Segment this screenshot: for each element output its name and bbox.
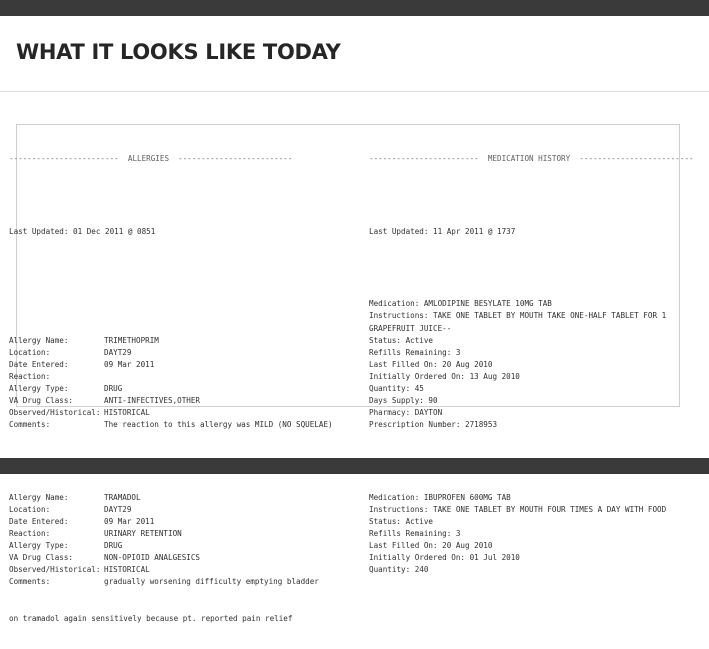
allergies-header: ------------------------ ALLERGIES ------------------------- [9, 154, 293, 164]
allergy-field-label: Reaction: [9, 529, 51, 539]
allergy-row [9, 395, 333, 407]
medication-last-updated: Last Updated: 11 Apr 2011 @ 1737 [369, 226, 516, 236]
allergy-field-value: DAYT29 [104, 347, 132, 357]
allergy-field-label: Comments: [9, 577, 51, 587]
medication-line: Refills Remaining: 3 [369, 347, 461, 357]
divider [0, 91, 709, 92]
allergy-row [9, 407, 333, 419]
top-bar [0, 0, 709, 16]
allergies-last-updated: Last Updated: 01 Dec 2011 @ 0851 [9, 226, 156, 236]
allergy-field-label: Reaction: [9, 371, 51, 381]
medication-line: Refills Remaining: 3 [369, 529, 461, 539]
allergy-field-label: Observed/Historical: [9, 565, 101, 575]
allergy-field-label: Allergy Type: [9, 383, 69, 393]
allergy-field-label: Allergy Type: [9, 541, 69, 551]
medication-line: Status: Active [369, 335, 434, 345]
allergy-entry [9, 335, 333, 432]
medication-line: Status: Active [369, 517, 434, 526]
allergy-field-value: ANTI-INFECTIVES,OTHER [104, 396, 201, 406]
allergy-row [9, 419, 333, 431]
allergy-field-label: Observed/Historical: [9, 408, 101, 418]
report-screenshot [9, 124, 694, 623]
allergy-field-label: Allergy Name: [9, 492, 69, 502]
allergy-field-value: DRUG [104, 541, 123, 551]
allergy-row [9, 540, 333, 552]
allergy-row [9, 576, 333, 588]
allergy-row [9, 564, 333, 576]
allergy-field-value: 09 Mar 2011 [104, 517, 155, 526]
allergy-field-label: Allergy Name: [9, 335, 69, 345]
medication-line: Medication: AMLODIPINE BESYLATE 10MG TAB [369, 299, 552, 309]
allergies-column [9, 125, 333, 649]
allergy-row [9, 528, 333, 540]
allergy-field-label: Location: [9, 504, 51, 514]
allergy-row [9, 359, 333, 371]
medication-line: Quantity: 45 [369, 383, 424, 393]
medication-line: Prescription Number: 2718953 [369, 420, 498, 430]
allergy-row [9, 504, 333, 516]
allergy-row [9, 552, 333, 564]
allergy-row [9, 371, 333, 383]
medication-line: Initially Ordered On: 13 Aug 2010 [369, 371, 520, 381]
allergy-field-value: TRIMETHOPRIM [104, 335, 159, 345]
allergy-row [9, 516, 333, 528]
allergy-row [9, 347, 333, 359]
allergy-field-label: Location: [9, 347, 51, 357]
allergy-row [9, 335, 333, 347]
allergy-field-value: HISTORICAL [104, 408, 150, 418]
allergy-row [9, 383, 333, 395]
allergy-field-label: Date Entered: [9, 359, 69, 369]
medication-line: Days Supply: 90 [369, 396, 438, 406]
allergy-field-value: DAYT29 [104, 504, 132, 514]
allergy-field-value: DRUG [104, 383, 123, 393]
medication-line: Last Filled On: 20 Aug 2010 [369, 359, 493, 369]
bottom-bar [0, 458, 709, 474]
medication-line: Instructions: TAKE ONE TABLET BY MOUTH FOUR TIMES A DAY WITH FOOD [369, 504, 667, 514]
page-title: WHAT IT LOOKS LIKE TODAY [16, 40, 341, 64]
allergy-field-value: HISTORICAL [104, 565, 150, 575]
medication-line: Pharmacy: DAYTON [369, 408, 443, 418]
medication-line: Initially Ordered On: 01 Jul 2010 [369, 553, 520, 563]
medication-line: GRAPEFRUIT JUICE-- [369, 323, 452, 333]
allergy-row [9, 492, 333, 504]
allergy-field-value: NON-OPIOID ANALGESICS [104, 553, 201, 563]
allergy-field-value: The reaction to this allergy was MILD (NO SQUELAE) [104, 420, 333, 430]
allergy-entry [9, 492, 333, 589]
allergy-field-label: Comments: [9, 420, 51, 430]
medication-line: Quantity: 240 [369, 565, 429, 575]
allergy-field-value: 09 Mar 2011 [104, 359, 155, 369]
allergy-field-value: TRAMADOL [104, 492, 141, 502]
allergy-trailing-comment: on tramadol again sensitively because pt. reported pain relief [9, 613, 293, 623]
allergy-field-label: VA Drug Class: [9, 396, 74, 406]
medication-column [369, 125, 694, 601]
medication-line: Medication: IBUPROFEN 600MG TAB [369, 492, 511, 502]
medication-line: Instructions: TAKE ONE TABLET BY MOUTH TAKE ONE-HALF TABLET FOR 1 [369, 311, 667, 321]
medication-entry [369, 492, 694, 577]
allergy-field-value: URINARY RETENTION [104, 529, 182, 539]
medication-entry [369, 298, 694, 431]
allergy-field-value: gradually worsening difficulty emptying bladder [104, 577, 319, 587]
medication-line: Last Filled On: 20 Aug 2010 [369, 541, 493, 551]
allergy-field-label: VA Drug Class: [9, 553, 74, 563]
allergy-field-label: Date Entered: [9, 517, 69, 526]
medication-header: ------------------------ MEDICATION HISTORY ------------------------- [369, 154, 694, 164]
